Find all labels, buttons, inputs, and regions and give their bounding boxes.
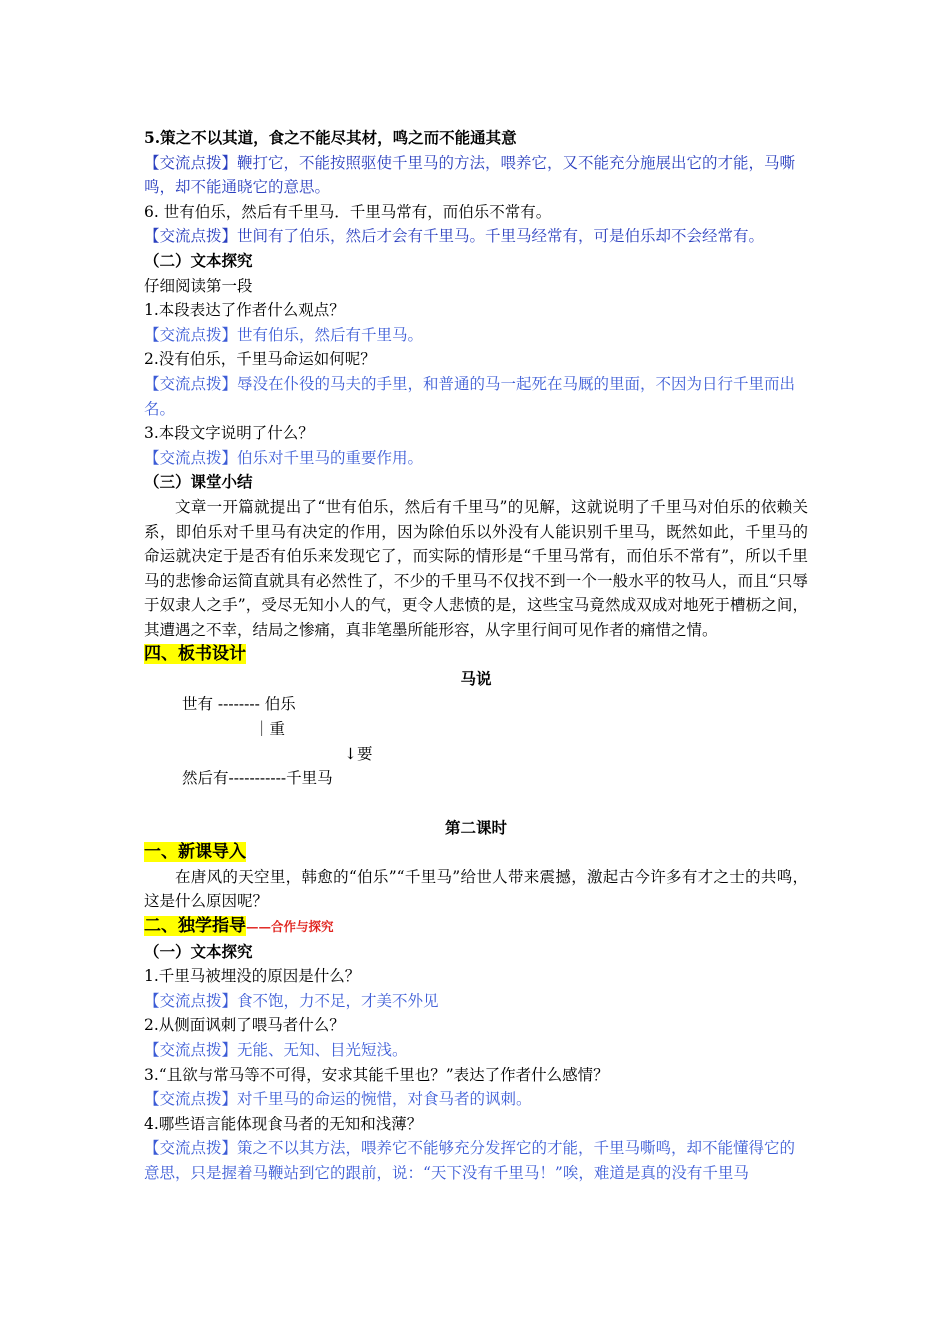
document-content xyxy=(144,126,808,1186)
question-1: 1.本段表达了作者什么观点？ xyxy=(144,301,345,320)
sentence-6: 6. 世有伯乐，然后有千里马．千里马常有，而伯乐不常有。 xyxy=(144,202,552,221)
sentence-5: 5.策之不以其道，食之不能尽其材，鸣之而不能通其意 xyxy=(144,128,517,147)
answer-tag: 【交流点拨】 xyxy=(144,374,238,393)
board-line-4: 然后有-----------千里马 xyxy=(182,768,333,787)
heading-intro xyxy=(144,840,808,865)
summary-paragraph: 文章一开篇就提出了“世有伯乐，然后有千里马”的见解，这就说明了千里马对伯乐的依赖关系，即伯乐对千里马有决定的作用，因为除伯乐以外没有人能识别千里马，既然如此，千里马的命运就决定于是否有伯乐来发现它了，而实际的情形是“千里马常有，而伯乐不常有”，所以千里马的悲惨命运简直就具有必然性了，不少的千里马不仅找不到一个一般水平的牧马人，而且“只辱于奴隶人之手”，受尽无知小人的气，更令人悲愤的是，这些宝马竟然成双成对地死于槽枥之间，其遭遇之不幸，结局之惨痛，真非笔墨所能形容，从字里行间可见作者的痛惜之情。 xyxy=(144,497,808,639)
section-text-explore: （二）文本探究 xyxy=(144,250,253,270)
question-4: 1.千里马被埋没的原因是什么？ xyxy=(144,967,361,986)
question-7: 4.哪些语言能体现食马者的无知和浅薄？ xyxy=(144,1114,423,1133)
section-text-explore-2: （一）文本探究 xyxy=(144,941,253,961)
answer-tag: 【交流点拨】 xyxy=(144,153,238,172)
heading-board-text: 四、板书设计 xyxy=(144,644,246,665)
question-2: 2.没有伯乐，千里马命运如何呢？ xyxy=(144,350,376,369)
answer-text: 食不饱，力不足，才美不外见 xyxy=(237,991,439,1010)
answer-1 xyxy=(144,151,808,200)
read-instruction: 仔细阅读第一段 xyxy=(144,276,253,295)
answer-text: 鞭打它，不能按照驱使千里马的方法，喂养它，又不能充分施展出它的才能，马嘶鸣，却不能通晓它的意思。 xyxy=(144,153,796,197)
board-line-2: ｜重 xyxy=(254,719,286,738)
board-line-1: 世有 -------- 伯乐 xyxy=(182,694,296,713)
answer-tag: 【交流点拨】 xyxy=(144,448,238,467)
question-3: 3.本段文字说明了什么？ xyxy=(144,424,314,443)
heading-guide-sub: ——合作与探究 xyxy=(246,919,334,935)
section-summary: （三）课堂小结 xyxy=(144,472,253,492)
answer-2 xyxy=(144,224,808,249)
answer-8 xyxy=(144,1087,808,1112)
question-5: 2.从侧面讽刺了喂马者什么？ xyxy=(144,1016,345,1035)
question-6: 3.“且欲与常马等不可得，安求其能千里也？”表达了作者什么感情？ xyxy=(144,1065,609,1084)
answer-5 xyxy=(144,446,808,471)
board-line-3: ↓要 xyxy=(344,744,373,763)
answer-tag: 【交流点拨】 xyxy=(144,1090,238,1109)
answer-7 xyxy=(144,1038,808,1063)
answer-text: 策之不以其方法，喂养它不能够充分发挥它的才能，千里马嘶鸣，却不能懂得它的意思，只是握着马鞭站到它的跟前，说：“天下没有千里马！”唉，难道是真的没有千里马 xyxy=(144,1139,796,1182)
lesson-2-title: 第二课时 xyxy=(444,817,507,837)
answer-text: 辱没在仆役的马夫的手里，和普通的马一起死在马厩的里面，不因为日行千里而出名。 xyxy=(144,374,796,418)
heading-intro-text: 一、新课导入 xyxy=(144,842,246,863)
spacer xyxy=(144,792,808,816)
answer-tag: 【交流点拨】 xyxy=(144,325,238,344)
answer-9 xyxy=(144,1136,808,1185)
answer-text: 伯乐对千里马的重要作用。 xyxy=(237,448,424,467)
answer-4 xyxy=(144,372,808,421)
answer-text: 对千里马的命运的惋惜，对食马者的讽刺。 xyxy=(237,1090,532,1109)
heading-guide-text: 二、独学指导 xyxy=(144,916,246,937)
heading-board xyxy=(144,642,808,667)
heading-guide xyxy=(144,914,808,940)
answer-tag: 【交流点拨】 xyxy=(144,1041,238,1059)
answer-6 xyxy=(144,989,808,1014)
answer-tag: 【交流点拨】 xyxy=(144,991,238,1010)
board-title: 马说 xyxy=(460,669,492,689)
answer-tag: 【交流点拨】 xyxy=(144,1139,238,1158)
intro-paragraph: 在唐风的天空里，韩愈的“伯乐”“千里马”给世人带来震撼，激起古今许多有才之士的共鸣，这是什么原因呢？ xyxy=(144,867,808,911)
answer-text: 世间有了伯乐，然后才会有千里马。千里马经常有，可是伯乐却不会经常有。 xyxy=(237,227,765,246)
answer-text: 无能、无知、目光短浅。 xyxy=(237,1041,408,1059)
board-design xyxy=(144,692,808,792)
answer-tag: 【交流点拨】 xyxy=(144,227,238,246)
answer-3 xyxy=(144,323,808,348)
answer-text: 世有伯乐，然后有千里马。 xyxy=(237,325,424,344)
